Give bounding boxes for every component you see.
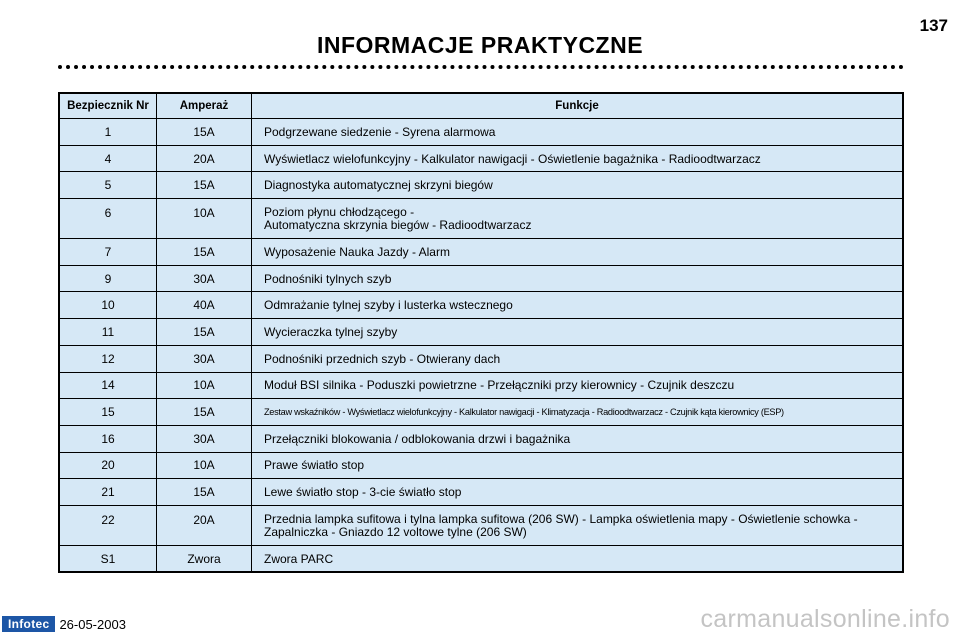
fuse-number: 22 bbox=[59, 505, 157, 545]
table-row bbox=[59, 172, 903, 199]
fuse-functions bbox=[252, 505, 904, 545]
fuse-number: 16 bbox=[59, 425, 157, 452]
table-row bbox=[59, 319, 903, 346]
fuse-number: 9 bbox=[59, 265, 157, 292]
table-row bbox=[59, 265, 903, 292]
fuse-number: 15 bbox=[59, 399, 157, 426]
fuse-amperage: 30A bbox=[157, 425, 252, 452]
fuse-functions: Diagnostyka automatycznej skrzyni biegów bbox=[252, 172, 904, 199]
fuse-amperage: 10A bbox=[157, 452, 252, 479]
fuse-functions: Zestaw wskaźników - Wyświetlacz wielofunkcyjny - Kalkulator nawigacji - Klimatyzacja - Radioodtwarzacz - Czujnik kąta kierownicy (ESP) bbox=[252, 399, 904, 426]
fuse-number: 6 bbox=[59, 199, 157, 239]
fuse-functions: Podnośniki tylnych szyb bbox=[252, 265, 904, 292]
table-row bbox=[59, 505, 903, 545]
table-row bbox=[59, 199, 903, 239]
fuse-number: 20 bbox=[59, 452, 157, 479]
fuse-amperage: 30A bbox=[157, 265, 252, 292]
table-row bbox=[59, 545, 903, 572]
watermark: carmanualsonline.info bbox=[700, 605, 950, 633]
table-row bbox=[59, 452, 903, 479]
fuse-functions-line-1: Przednia lampka sufitowa i tylna lampka sufitowa (206 SW) - Lampka oświetlenia mapy - Oświetlenie schowka - bbox=[264, 511, 858, 526]
fuse-functions bbox=[252, 199, 904, 239]
fuse-amperage: 10A bbox=[157, 372, 252, 399]
table-header-row bbox=[59, 93, 903, 119]
fuse-amperage: 15A bbox=[157, 399, 252, 426]
fuse-functions: Wyświetlacz wielofunkcyjny - Kalkulator nawigacji - Oświetlenie bagażnika - Radioodtwarzacz bbox=[252, 145, 904, 172]
fuse-functions: Wyposażenie Nauka Jazdy - Alarm bbox=[252, 239, 904, 266]
header-functions: Funkcje bbox=[252, 93, 904, 119]
fuse-functions: Odmrażanie tylnej szyby i lusterka wstecznego bbox=[252, 292, 904, 319]
fuse-amperage: 15A bbox=[157, 479, 252, 506]
fuse-number: 12 bbox=[59, 345, 157, 372]
table-row bbox=[59, 292, 903, 319]
fuse-amperage: 20A bbox=[157, 145, 252, 172]
fuse-amperage: 40A bbox=[157, 292, 252, 319]
table-row bbox=[59, 145, 903, 172]
fuse-functions-line-2: Automatyczna skrzynia biegów - Radioodtwarzacz bbox=[264, 218, 532, 233]
fuse-number: 10 bbox=[59, 292, 157, 319]
fuse-table bbox=[58, 92, 904, 573]
fuse-functions: Podgrzewane siedzenie - Syrena alarmowa bbox=[252, 119, 904, 146]
fuse-amperage: 15A bbox=[157, 239, 252, 266]
fuse-amperage: 20A bbox=[157, 505, 252, 545]
page-number: 137 bbox=[919, 16, 948, 35]
table-row bbox=[59, 479, 903, 506]
fuse-number: 5 bbox=[59, 172, 157, 199]
fuse-amperage: 15A bbox=[157, 319, 252, 346]
fuse-amperage: 30A bbox=[157, 345, 252, 372]
fuse-functions: Lewe światło stop - 3-cie światło stop bbox=[252, 479, 904, 506]
fuse-functions: Moduł BSI silnika - Poduszki powietrzne - Przełączniki przy kierownicy - Czujnik deszczu bbox=[252, 372, 904, 399]
table-row bbox=[59, 399, 903, 426]
fuse-functions: Przełączniki blokowania / odblokowania drzwi i bagażnika bbox=[252, 425, 904, 452]
table-row bbox=[59, 425, 903, 452]
fuse-amperage: 15A bbox=[157, 119, 252, 146]
fuse-number: S1 bbox=[59, 545, 157, 572]
fuse-number: 11 bbox=[59, 319, 157, 346]
fuse-functions-line-2: Zapalniczka - Gniazdo 12 voltowe tylne (206 SW) bbox=[264, 524, 527, 539]
fuse-amperage: Zwora bbox=[157, 545, 252, 572]
table-row bbox=[59, 239, 903, 266]
fuse-functions: Podnośniki przednich szyb - Otwierany dach bbox=[252, 345, 904, 372]
table-row bbox=[59, 345, 903, 372]
fuse-functions-line-1: Poziom płynu chłodzącego - bbox=[264, 205, 415, 220]
header-fuse-number: Bezpiecznik Nr bbox=[59, 93, 157, 119]
fuse-functions: Wycieraczka tylnej szyby bbox=[252, 319, 904, 346]
fuse-number: 1 bbox=[59, 119, 157, 146]
fuse-number: 21 bbox=[59, 479, 157, 506]
fuse-amperage: 15A bbox=[157, 172, 252, 199]
footer-date: 26-05-2003 bbox=[59, 616, 126, 632]
header-amperage: Amperaż bbox=[157, 93, 252, 119]
table-row bbox=[59, 119, 903, 146]
fuse-number: 7 bbox=[59, 239, 157, 266]
fuse-amperage: 10A bbox=[157, 199, 252, 239]
table-row bbox=[59, 372, 903, 399]
footer bbox=[2, 616, 126, 632]
page-title: INFORMACJE PRAKTYCZNE bbox=[316, 32, 644, 58]
fuse-functions: Prawe światło stop bbox=[252, 452, 904, 479]
fuse-number: 4 bbox=[59, 145, 157, 172]
dotted-divider bbox=[58, 65, 904, 69]
infotec-logo: Infotec bbox=[2, 616, 55, 632]
fuse-functions: Zwora PARC bbox=[264, 551, 334, 566]
fuse-number: 14 bbox=[59, 372, 157, 399]
